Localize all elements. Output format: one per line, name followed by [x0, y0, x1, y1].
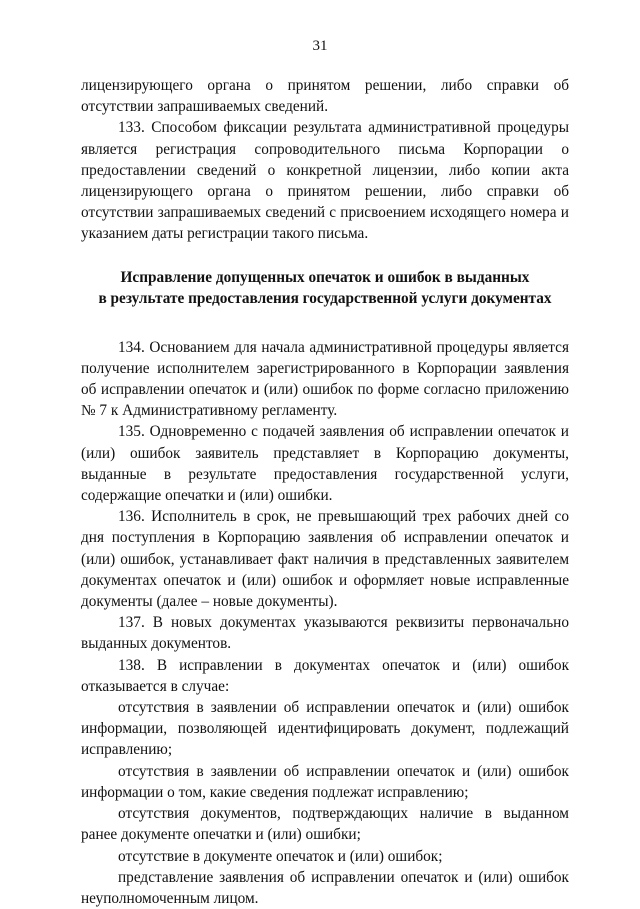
paragraph-134: 134. Основанием для начала административной процедуры является получение исполнителем зарегистрированного в Корпорации заявления об исправлении опечаток и (или) ошибок по форме согласно приложению № 7 к Административному регламенту.: [81, 338, 569, 420]
paragraph-135: 135. Одновременно с подачей заявления об исправлении опечаток и (или) ошибок заявитель представляет в Корпорацию документы, выданные в результате предоставления государственной услуги, содержащие опечатки и (или) ошибки.: [81, 423, 569, 505]
paragraph-136: 136. Исполнитель в срок, не превышающий трех рабочих дней со дня поступления в Корпорацию заявления об исправлении опечаток и (или) ошибок, устанавливает факт наличия в представленных заявителем документах опечаток и (или) ошибок и оформляет новые исправленные документы (далее – новые документы).: [81, 508, 569, 611]
refusal-reason-3: отсутствия документов, подтверждающих наличие в выданном ранее документе опечатки и (или) ошибки;: [81, 805, 569, 844]
refusal-reason-1: отсутствия в заявлении об исправлении опечаток и (или) ошибок информации, позволяющей идентифицировать документ, подлежащий исправлению;: [81, 699, 569, 759]
refusal-reason-4: отсутствие в документе опечаток и (или) ошибок;: [118, 847, 443, 865]
section-heading-line-1: Исправление допущенных опечаток и ошибок в выданных: [120, 268, 530, 286]
paragraph-continuation: лицензирующего органа о принятом решении, либо справки об отсутствии запрашиваемых сведений.: [81, 77, 569, 116]
document-body: [81, 75, 569, 909]
section-heading: [81, 267, 569, 309]
refusal-reason-5: представление заявления об исправлении опечаток и (или) ошибок неуполномоченным лицом.: [81, 868, 569, 907]
paragraph-137: 137. В новых документах указываются реквизиты первоначально выданных документов.: [81, 614, 569, 653]
refusal-reason-2: отсутствия в заявлении об исправлении опечаток и (или) ошибок информации о том, какие сведения подлежат исправлению;: [81, 762, 569, 801]
page-number: 31: [312, 38, 328, 54]
paragraph-133: 133. Способом фиксации результата административной процедуры является регистрация сопроводительного письма Корпорации о предоставлении сведений о конкретной лицензии, либо копии акта лицензирующего органа о принятом решении, либо справки об отсутствии запрашиваемых сведений с присвоением исходящего номера и указанием даты регистрации такого письма.: [81, 119, 569, 243]
section-heading-line-2: в результате предоставления государственной услуги документах: [98, 289, 552, 307]
paragraph-138: 138. В исправлении в документах опечаток и (или) ошибок отказывается в случае:: [81, 656, 569, 695]
